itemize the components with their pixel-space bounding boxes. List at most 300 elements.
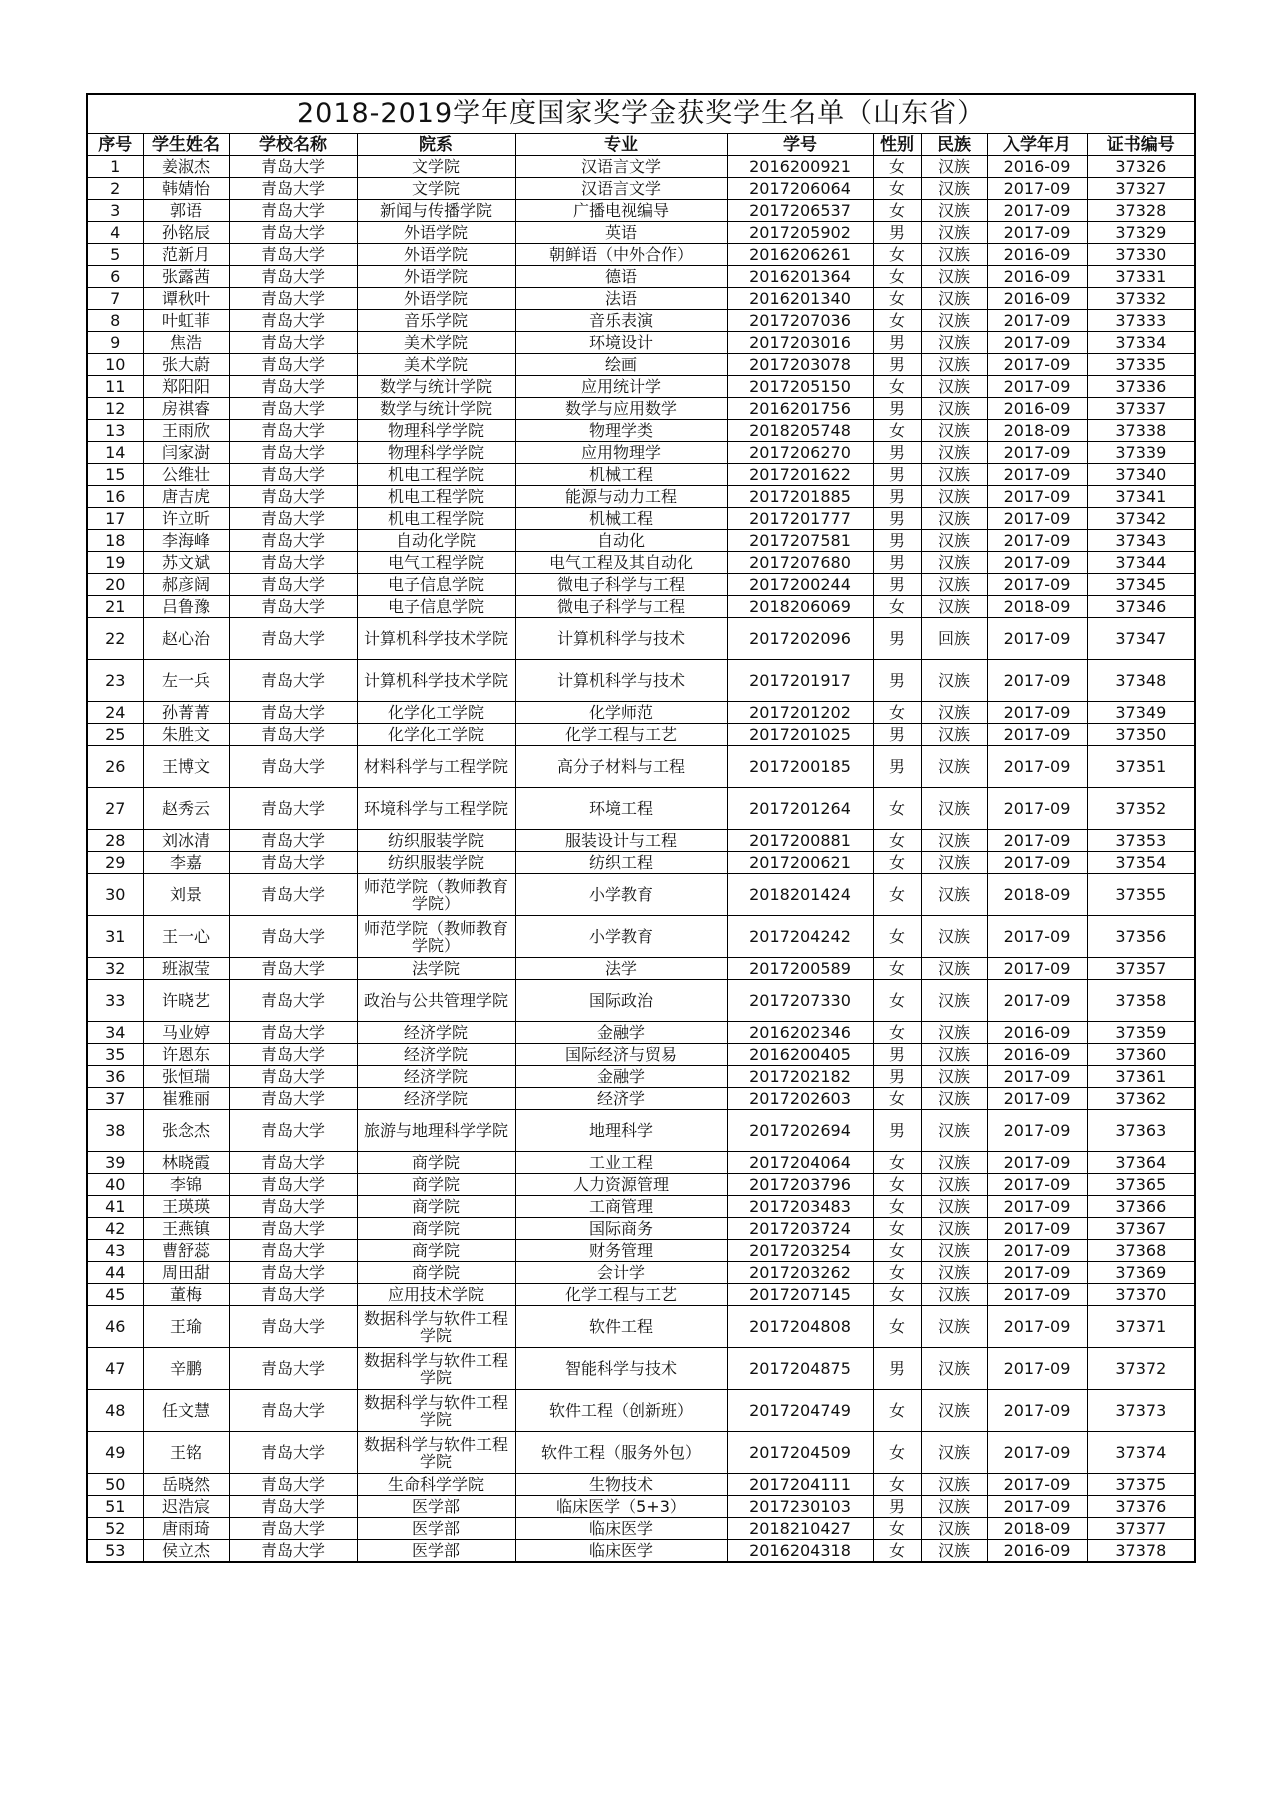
cell-cert-no: 37358 <box>1087 980 1195 1022</box>
cell-ethnicity: 汉族 <box>921 1088 987 1110</box>
cell-gender: 男 <box>873 746 921 788</box>
cell-cert-no: 37339 <box>1087 442 1195 464</box>
cell-gender: 女 <box>873 244 921 266</box>
table-row <box>87 1022 1195 1044</box>
cell-name: 崔雅丽 <box>143 1088 229 1110</box>
cell-name: 班淑莹 <box>143 958 229 980</box>
cell-school: 青岛大学 <box>229 442 357 464</box>
cell-seq: 26 <box>87 746 143 788</box>
cell-school: 青岛大学 <box>229 1496 357 1518</box>
cell-major: 国际政治 <box>515 980 727 1022</box>
cell-enroll-date: 2017-09 <box>987 1196 1087 1218</box>
cell-enroll-date: 2016-09 <box>987 266 1087 288</box>
cell-cert-no: 37360 <box>1087 1044 1195 1066</box>
cell-name: 迟浩宸 <box>143 1496 229 1518</box>
cell-enroll-date: 2017-09 <box>987 618 1087 660</box>
cell-name: 赵秀云 <box>143 788 229 830</box>
table-row <box>87 1496 1195 1518</box>
table-row <box>87 874 1195 916</box>
cell-ethnicity: 汉族 <box>921 1262 987 1284</box>
cell-major: 小学教育 <box>515 874 727 916</box>
header-school: 学校名称 <box>229 134 357 156</box>
cell-gender: 女 <box>873 1284 921 1306</box>
header-name: 学生姓名 <box>143 134 229 156</box>
cell-enroll-date: 2016-09 <box>987 1022 1087 1044</box>
cell-name: 闫家澍 <box>143 442 229 464</box>
cell-ethnicity: 汉族 <box>921 552 987 574</box>
cell-name: 苏文斌 <box>143 552 229 574</box>
cell-cert-no: 37357 <box>1087 958 1195 980</box>
cell-name: 曹舒蕊 <box>143 1240 229 1262</box>
cell-enroll-date: 2017-09 <box>987 746 1087 788</box>
header-row <box>87 134 1195 156</box>
cell-student-id: 2017204875 <box>727 1348 873 1390</box>
cell-ethnicity: 汉族 <box>921 178 987 200</box>
cell-ethnicity: 汉族 <box>921 1110 987 1152</box>
cell-seq: 35 <box>87 1044 143 1066</box>
cell-department: 商学院 <box>357 1174 515 1196</box>
cell-school: 青岛大学 <box>229 1518 357 1540</box>
cell-enroll-date: 2017-09 <box>987 1262 1087 1284</box>
cell-enroll-date: 2016-09 <box>987 244 1087 266</box>
cell-gender: 男 <box>873 222 921 244</box>
cell-major: 机械工程 <box>515 508 727 530</box>
cell-gender: 男 <box>873 1066 921 1088</box>
cell-ethnicity: 汉族 <box>921 1240 987 1262</box>
cell-department: 美术学院 <box>357 332 515 354</box>
cell-student-id: 2017205902 <box>727 222 873 244</box>
cell-ethnicity: 汉族 <box>921 1196 987 1218</box>
cell-enroll-date: 2017-09 <box>987 980 1087 1022</box>
cell-name: 王铭 <box>143 1432 229 1474</box>
cell-cert-no: 37375 <box>1087 1474 1195 1496</box>
header-gender: 性别 <box>873 134 921 156</box>
cell-seq: 4 <box>87 222 143 244</box>
cell-school: 青岛大学 <box>229 1540 357 1563</box>
cell-department: 机电工程学院 <box>357 486 515 508</box>
cell-department: 计算机科学技术学院 <box>357 618 515 660</box>
cell-name: 李锦 <box>143 1174 229 1196</box>
cell-cert-no: 37326 <box>1087 156 1195 178</box>
cell-department: 商学院 <box>357 1196 515 1218</box>
cell-seq: 5 <box>87 244 143 266</box>
cell-gender: 男 <box>873 464 921 486</box>
cell-cert-no: 37345 <box>1087 574 1195 596</box>
cell-ethnicity: 汉族 <box>921 1474 987 1496</box>
cell-name: 王瑛瑛 <box>143 1196 229 1218</box>
cell-school: 青岛大学 <box>229 486 357 508</box>
cell-student-id: 2017201025 <box>727 724 873 746</box>
cell-cert-no: 37353 <box>1087 830 1195 852</box>
table-row <box>87 852 1195 874</box>
cell-enroll-date: 2017-09 <box>987 1348 1087 1390</box>
cell-seq: 22 <box>87 618 143 660</box>
table-row <box>87 508 1195 530</box>
cell-gender: 女 <box>873 1196 921 1218</box>
cell-seq: 48 <box>87 1390 143 1432</box>
cell-student-id: 2017201917 <box>727 660 873 702</box>
cell-ethnicity: 汉族 <box>921 464 987 486</box>
cell-student-id: 2017203724 <box>727 1218 873 1240</box>
cell-gender: 女 <box>873 1152 921 1174</box>
cell-enroll-date: 2016-09 <box>987 156 1087 178</box>
cell-name: 林晓霞 <box>143 1152 229 1174</box>
cell-enroll-date: 2017-09 <box>987 1306 1087 1348</box>
cell-student-id: 2017207581 <box>727 530 873 552</box>
cell-major: 高分子材料与工程 <box>515 746 727 788</box>
cell-department: 商学院 <box>357 1240 515 1262</box>
cell-enroll-date: 2016-09 <box>987 1044 1087 1066</box>
cell-school: 青岛大学 <box>229 244 357 266</box>
cell-major: 小学教育 <box>515 916 727 958</box>
cell-seq: 30 <box>87 874 143 916</box>
cell-enroll-date: 2017-09 <box>987 552 1087 574</box>
cell-cert-no: 37361 <box>1087 1066 1195 1088</box>
table-row <box>87 574 1195 596</box>
cell-cert-no: 37351 <box>1087 746 1195 788</box>
table-body <box>87 156 1195 1563</box>
cell-cert-no: 37367 <box>1087 1218 1195 1240</box>
cell-gender: 男 <box>873 332 921 354</box>
cell-ethnicity: 汉族 <box>921 1284 987 1306</box>
cell-major: 音乐表演 <box>515 310 727 332</box>
cell-ethnicity: 汉族 <box>921 486 987 508</box>
cell-major: 金融学 <box>515 1022 727 1044</box>
cell-student-id: 2017200621 <box>727 852 873 874</box>
cell-major: 临床医学（5+3） <box>515 1496 727 1518</box>
cell-seq: 44 <box>87 1262 143 1284</box>
cell-ethnicity: 汉族 <box>921 1540 987 1563</box>
cell-ethnicity: 汉族 <box>921 200 987 222</box>
cell-seq: 27 <box>87 788 143 830</box>
cell-school: 青岛大学 <box>229 958 357 980</box>
cell-department: 数据科学与软件工程学院 <box>357 1390 515 1432</box>
cell-ethnicity: 汉族 <box>921 332 987 354</box>
cell-ethnicity: 汉族 <box>921 1022 987 1044</box>
cell-seq: 28 <box>87 830 143 852</box>
cell-ethnicity: 汉族 <box>921 1306 987 1348</box>
header-major: 专业 <box>515 134 727 156</box>
cell-department: 机电工程学院 <box>357 464 515 486</box>
cell-department: 医学部 <box>357 1518 515 1540</box>
cell-department: 商学院 <box>357 1152 515 1174</box>
cell-major: 人力资源管理 <box>515 1174 727 1196</box>
cell-department: 数据科学与软件工程学院 <box>357 1306 515 1348</box>
cell-name: 李海峰 <box>143 530 229 552</box>
cell-name: 范新月 <box>143 244 229 266</box>
cell-school: 青岛大学 <box>229 1110 357 1152</box>
cell-enroll-date: 2017-09 <box>987 200 1087 222</box>
cell-enroll-date: 2017-09 <box>987 830 1087 852</box>
cell-ethnicity: 汉族 <box>921 830 987 852</box>
cell-enroll-date: 2016-09 <box>987 1540 1087 1563</box>
cell-school: 青岛大学 <box>229 222 357 244</box>
cell-cert-no: 37340 <box>1087 464 1195 486</box>
table-row <box>87 1306 1195 1348</box>
cell-name: 董梅 <box>143 1284 229 1306</box>
cell-cert-no: 37348 <box>1087 660 1195 702</box>
cell-department: 电气工程学院 <box>357 552 515 574</box>
cell-ethnicity: 汉族 <box>921 1390 987 1432</box>
cell-enroll-date: 2017-09 <box>987 222 1087 244</box>
cell-department: 经济学院 <box>357 1066 515 1088</box>
cell-cert-no: 37371 <box>1087 1306 1195 1348</box>
cell-name: 侯立杰 <box>143 1540 229 1563</box>
cell-enroll-date: 2017-09 <box>987 1152 1087 1174</box>
cell-seq: 10 <box>87 354 143 376</box>
cell-enroll-date: 2017-09 <box>987 788 1087 830</box>
cell-cert-no: 37341 <box>1087 486 1195 508</box>
table-row <box>87 354 1195 376</box>
cell-major: 自动化 <box>515 530 727 552</box>
cell-ethnicity: 汉族 <box>921 724 987 746</box>
table-row <box>87 442 1195 464</box>
cell-school: 青岛大学 <box>229 332 357 354</box>
cell-name: 唐吉虎 <box>143 486 229 508</box>
cell-major: 计算机科学与技术 <box>515 618 727 660</box>
cell-seq: 12 <box>87 398 143 420</box>
cell-major: 德语 <box>515 266 727 288</box>
cell-ethnicity: 汉族 <box>921 244 987 266</box>
cell-cert-no: 37355 <box>1087 874 1195 916</box>
cell-seq: 34 <box>87 1022 143 1044</box>
cell-ethnicity: 回族 <box>921 618 987 660</box>
cell-name: 任文慧 <box>143 1390 229 1432</box>
cell-name: 王博文 <box>143 746 229 788</box>
table-row <box>87 420 1195 442</box>
cell-gender: 男 <box>873 354 921 376</box>
table-row <box>87 746 1195 788</box>
cell-gender: 女 <box>873 288 921 310</box>
cell-enroll-date: 2016-09 <box>987 398 1087 420</box>
cell-department: 商学院 <box>357 1262 515 1284</box>
cell-major: 金融学 <box>515 1066 727 1088</box>
cell-school: 青岛大学 <box>229 1432 357 1474</box>
cell-gender: 男 <box>873 618 921 660</box>
cell-school: 青岛大学 <box>229 660 357 702</box>
cell-ethnicity: 汉族 <box>921 222 987 244</box>
cell-school: 青岛大学 <box>229 852 357 874</box>
cell-ethnicity: 汉族 <box>921 1174 987 1196</box>
cell-school: 青岛大学 <box>229 1022 357 1044</box>
cell-ethnicity: 汉族 <box>921 1496 987 1518</box>
cell-cert-no: 37337 <box>1087 398 1195 420</box>
cell-enroll-date: 2017-09 <box>987 1066 1087 1088</box>
cell-school: 青岛大学 <box>229 530 357 552</box>
cell-cert-no: 37344 <box>1087 552 1195 574</box>
cell-seq: 18 <box>87 530 143 552</box>
cell-school: 青岛大学 <box>229 1152 357 1174</box>
table-row <box>87 788 1195 830</box>
cell-enroll-date: 2017-09 <box>987 958 1087 980</box>
cell-major: 微电子科学与工程 <box>515 596 727 618</box>
cell-cert-no: 37376 <box>1087 1496 1195 1518</box>
cell-school: 青岛大学 <box>229 508 357 530</box>
cell-name: 张念杰 <box>143 1110 229 1152</box>
cell-department: 新闻与传播学院 <box>357 200 515 222</box>
table-row <box>87 724 1195 746</box>
cell-student-id: 2017203254 <box>727 1240 873 1262</box>
table-row <box>87 1218 1195 1240</box>
cell-gender: 男 <box>873 552 921 574</box>
cell-seq: 19 <box>87 552 143 574</box>
cell-enroll-date: 2017-09 <box>987 1174 1087 1196</box>
cell-ethnicity: 汉族 <box>921 660 987 702</box>
cell-school: 青岛大学 <box>229 552 357 574</box>
cell-student-id: 2017200881 <box>727 830 873 852</box>
cell-major: 经济学 <box>515 1088 727 1110</box>
table-row <box>87 1284 1195 1306</box>
table-row <box>87 1262 1195 1284</box>
cell-seq: 38 <box>87 1110 143 1152</box>
cell-school: 青岛大学 <box>229 1474 357 1496</box>
cell-cert-no: 37366 <box>1087 1196 1195 1218</box>
cell-gender: 女 <box>873 788 921 830</box>
cell-major: 生物技术 <box>515 1474 727 1496</box>
cell-cert-no: 37330 <box>1087 244 1195 266</box>
cell-cert-no: 37346 <box>1087 596 1195 618</box>
cell-cert-no: 37365 <box>1087 1174 1195 1196</box>
cell-seq: 8 <box>87 310 143 332</box>
table-row <box>87 310 1195 332</box>
cell-enroll-date: 2017-09 <box>987 354 1087 376</box>
cell-department: 外语学院 <box>357 288 515 310</box>
cell-school: 青岛大学 <box>229 788 357 830</box>
cell-cert-no: 37336 <box>1087 376 1195 398</box>
cell-enroll-date: 2017-09 <box>987 376 1087 398</box>
cell-department: 数据科学与软件工程学院 <box>357 1348 515 1390</box>
cell-major: 化学师范 <box>515 702 727 724</box>
cell-student-id: 2018206069 <box>727 596 873 618</box>
cell-name: 许恩东 <box>143 1044 229 1066</box>
cell-student-id: 2017204242 <box>727 916 873 958</box>
cell-school: 青岛大学 <box>229 1174 357 1196</box>
cell-student-id: 2017204749 <box>727 1390 873 1432</box>
cell-cert-no: 37331 <box>1087 266 1195 288</box>
table-row <box>87 1110 1195 1152</box>
cell-student-id: 2016201364 <box>727 266 873 288</box>
cell-major: 财务管理 <box>515 1240 727 1262</box>
cell-name: 郭语 <box>143 200 229 222</box>
cell-seq: 29 <box>87 852 143 874</box>
cell-gender: 男 <box>873 1348 921 1390</box>
cell-school: 青岛大学 <box>229 980 357 1022</box>
cell-ethnicity: 汉族 <box>921 874 987 916</box>
cell-major: 纺织工程 <box>515 852 727 874</box>
table-row <box>87 1044 1195 1066</box>
table-row <box>87 332 1195 354</box>
table-row <box>87 830 1195 852</box>
cell-major: 国际商务 <box>515 1218 727 1240</box>
cell-student-id: 2017202182 <box>727 1066 873 1088</box>
cell-gender: 女 <box>873 376 921 398</box>
cell-gender: 男 <box>873 1044 921 1066</box>
cell-student-id: 2017206270 <box>727 442 873 464</box>
cell-department: 外语学院 <box>357 266 515 288</box>
cell-name: 谭秋叶 <box>143 288 229 310</box>
cell-school: 青岛大学 <box>229 178 357 200</box>
cell-department: 机电工程学院 <box>357 508 515 530</box>
table-row <box>87 958 1195 980</box>
cell-student-id: 2017204064 <box>727 1152 873 1174</box>
table-row <box>87 398 1195 420</box>
cell-seq: 32 <box>87 958 143 980</box>
table-row <box>87 1474 1195 1496</box>
cell-student-id: 2017200185 <box>727 746 873 788</box>
cell-enroll-date: 2017-09 <box>987 916 1087 958</box>
cell-department: 纺织服装学院 <box>357 830 515 852</box>
cell-ethnicity: 汉族 <box>921 596 987 618</box>
cell-major: 化学工程与工艺 <box>515 1284 727 1306</box>
cell-department: 旅游与地理科学学院 <box>357 1110 515 1152</box>
table-row <box>87 1088 1195 1110</box>
cell-gender: 女 <box>873 1022 921 1044</box>
cell-student-id: 2018210427 <box>727 1518 873 1540</box>
cell-name: 房祺睿 <box>143 398 229 420</box>
cell-name: 王瑜 <box>143 1306 229 1348</box>
cell-major: 汉语言文学 <box>515 156 727 178</box>
cell-school: 青岛大学 <box>229 596 357 618</box>
cell-ethnicity: 汉族 <box>921 266 987 288</box>
cell-name: 许晓艺 <box>143 980 229 1022</box>
cell-student-id: 2016206261 <box>727 244 873 266</box>
cell-department: 生命科学学院 <box>357 1474 515 1496</box>
cell-major: 服装设计与工程 <box>515 830 727 852</box>
cell-student-id: 2017203078 <box>727 354 873 376</box>
cell-ethnicity: 汉族 <box>921 788 987 830</box>
cell-gender: 女 <box>873 1262 921 1284</box>
cell-major: 软件工程（创新班） <box>515 1390 727 1432</box>
cell-enroll-date: 2017-09 <box>987 508 1087 530</box>
cell-student-id: 2017200244 <box>727 574 873 596</box>
cell-gender: 女 <box>873 852 921 874</box>
cell-major: 数学与应用数学 <box>515 398 727 420</box>
cell-gender: 女 <box>873 1218 921 1240</box>
cell-department: 音乐学院 <box>357 310 515 332</box>
cell-name: 孙铭辰 <box>143 222 229 244</box>
cell-cert-no: 37372 <box>1087 1348 1195 1390</box>
cell-enroll-date: 2017-09 <box>987 1110 1087 1152</box>
cell-gender: 女 <box>873 1390 921 1432</box>
cell-department: 经济学院 <box>357 1044 515 1066</box>
cell-school: 青岛大学 <box>229 1306 357 1348</box>
cell-major: 机械工程 <box>515 464 727 486</box>
cell-student-id: 2016201756 <box>727 398 873 420</box>
cell-enroll-date: 2017-09 <box>987 442 1087 464</box>
table-row <box>87 530 1195 552</box>
cell-major: 智能科学与技术 <box>515 1348 727 1390</box>
cell-major: 环境设计 <box>515 332 727 354</box>
cell-major: 软件工程 <box>515 1306 727 1348</box>
cell-name: 李嘉 <box>143 852 229 874</box>
cell-student-id: 2017201885 <box>727 486 873 508</box>
cell-seq: 31 <box>87 916 143 958</box>
cell-department: 外语学院 <box>357 244 515 266</box>
cell-gender: 女 <box>873 200 921 222</box>
cell-school: 青岛大学 <box>229 1390 357 1432</box>
cell-student-id: 2016201340 <box>727 288 873 310</box>
cell-cert-no: 37343 <box>1087 530 1195 552</box>
cell-school: 青岛大学 <box>229 354 357 376</box>
cell-gender: 女 <box>873 1474 921 1496</box>
cell-ethnicity: 汉族 <box>921 980 987 1022</box>
cell-cert-no: 37332 <box>1087 288 1195 310</box>
cell-enroll-date: 2017-09 <box>987 702 1087 724</box>
cell-major: 应用物理学 <box>515 442 727 464</box>
cell-school: 青岛大学 <box>229 1348 357 1390</box>
cell-gender: 女 <box>873 1240 921 1262</box>
cell-cert-no: 37369 <box>1087 1262 1195 1284</box>
